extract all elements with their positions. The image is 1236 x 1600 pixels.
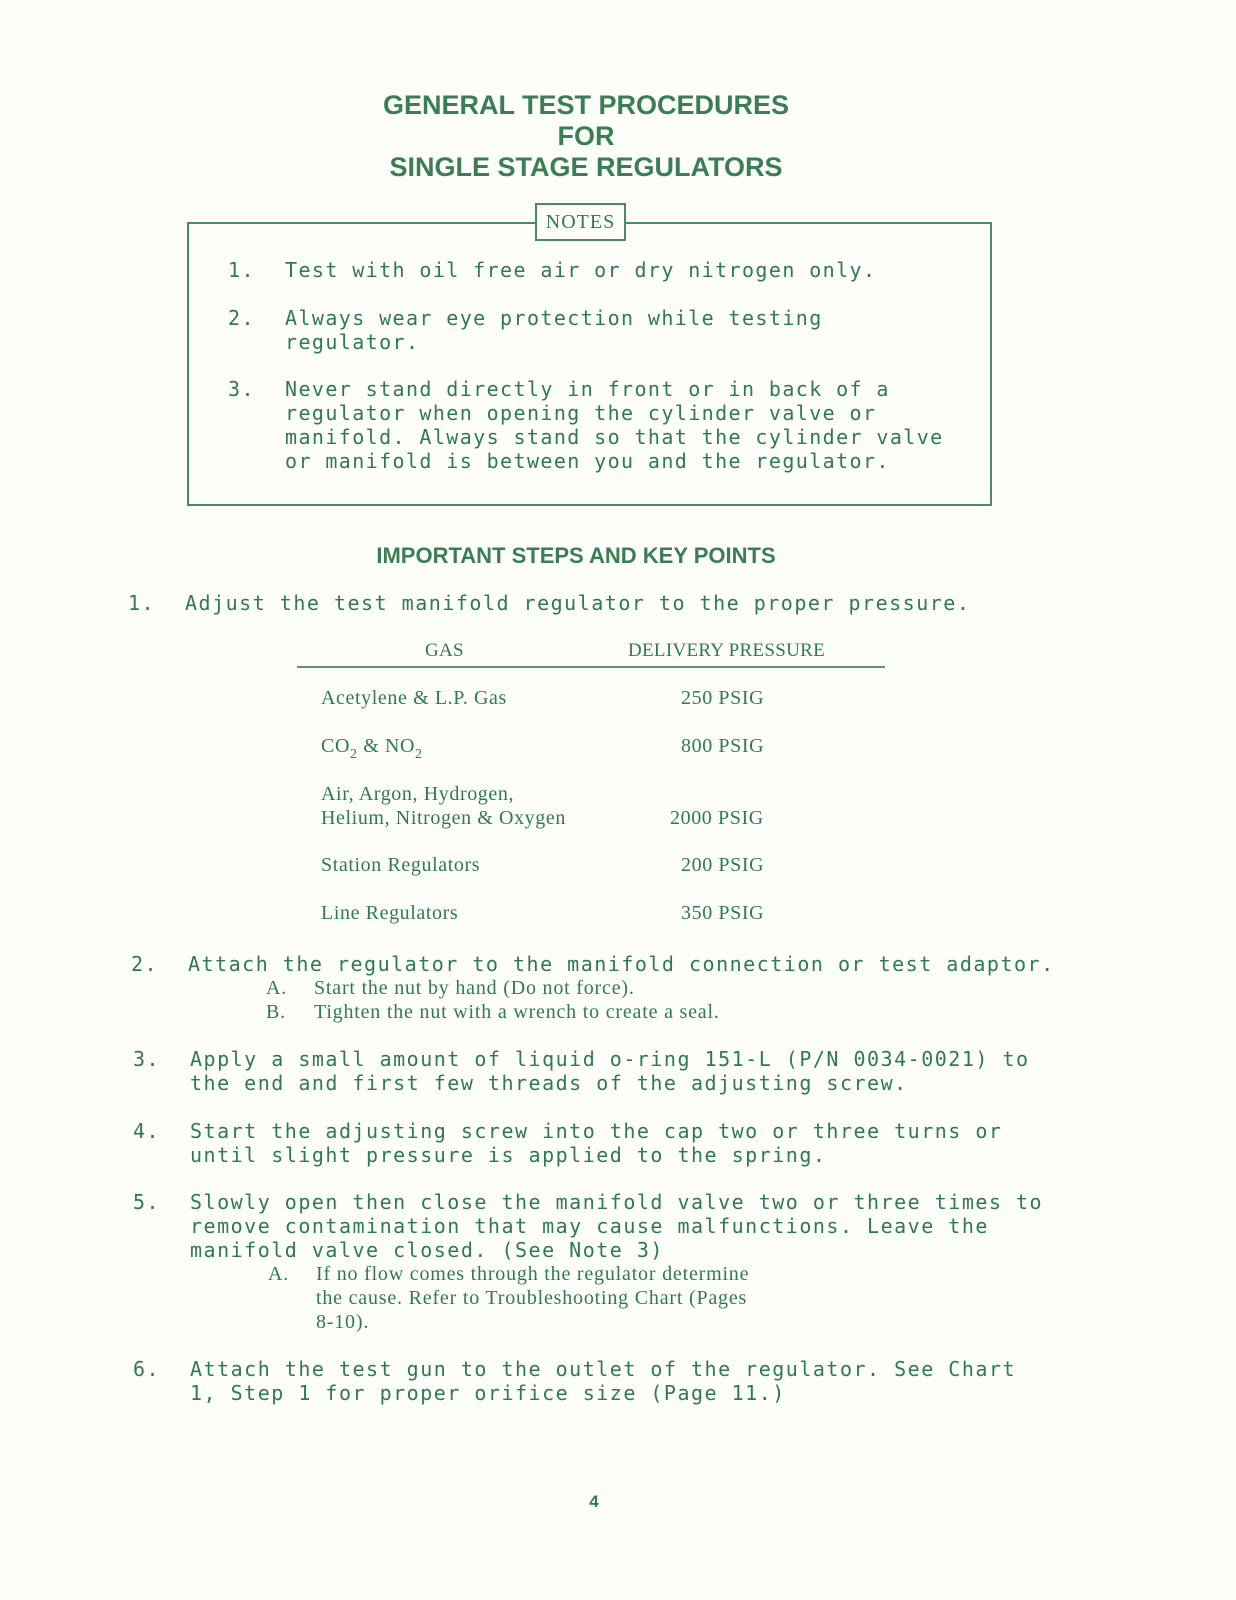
step-text: Apply a small amount of liquid o-ring 151-L (P/N 0034-0021) to	[190, 1047, 1030, 1071]
table-header-gas: GAS	[425, 640, 464, 661]
step-text: remove contamination that may cause malfunctions. Leave the	[190, 1214, 989, 1238]
table-cell-gas: Station Regulators	[321, 854, 481, 876]
step-text: manifold valve closed. (See Note 3)	[190, 1238, 664, 1262]
section-heading: IMPORTANT STEPS AND KEY POINTS	[376, 543, 776, 568]
substep-text: Start the nut by hand (Do not force).	[314, 977, 635, 999]
table-cell-pressure: 250 PSIG	[681, 687, 765, 709]
table-cell-gas: Line Regulators	[321, 902, 459, 924]
table-cell-pressure: 350 PSIG	[681, 902, 765, 924]
table-cell-gas: Acetylene & L.P. Gas	[321, 687, 507, 709]
substep-text: If no flow comes through the regulator determine	[316, 1263, 750, 1285]
subscript: 2	[349, 747, 358, 762]
substep-text: Tighten the nut with a wrench to create a seal.	[314, 1001, 720, 1023]
substep-text: the cause. Refer to Troubleshooting Chart (Pages	[316, 1287, 748, 1309]
table-header-pressure: DELIVERY PRESSURE	[628, 640, 826, 661]
title-line-2: FOR	[557, 121, 615, 151]
table-cell-pressure: 200 PSIG	[681, 854, 765, 876]
substep-5a	[268, 1262, 750, 1333]
table-cell-pressure: 800 PSIG	[681, 735, 765, 757]
step-text: 1, Step 1 for proper orifice size (Page 11.)	[190, 1381, 786, 1405]
table-header-rule	[297, 666, 885, 668]
step-text: Attach the regulator to the manifold connection or test adaptor.	[188, 952, 1055, 976]
title-line-3: SINGLE STAGE REGULATORS	[389, 152, 783, 182]
title-line-1: GENERAL TEST PROCEDURES	[382, 90, 790, 120]
table-cell-gas: Air, Argon, Hydrogen,	[321, 783, 515, 805]
step-number: 6.	[133, 1357, 161, 1381]
note-text: Never stand directly in front or in back of a regulator when opening the cylinder valve or manifold. Always stand so that the cylinder valve or manifold is between you and the regulator.	[285, 377, 944, 473]
gas-no: & NO	[357, 735, 416, 757]
substep-letter: A.	[266, 977, 288, 999]
step-text: the end and first few threads of the adjusting screw.	[190, 1071, 908, 1095]
step-text: Attach the test gun to the outlet of the regulator. See Chart	[190, 1357, 1017, 1381]
subscript: 2	[415, 747, 423, 762]
step-number: 4.	[133, 1119, 161, 1143]
notes-label: NOTES	[535, 203, 626, 241]
table-cell-gas	[321, 734, 423, 767]
table-cell-gas: Helium, Nitrogen & Oxygen	[321, 807, 566, 829]
note-number: 3.	[228, 377, 255, 401]
note-number: 1.	[228, 258, 255, 282]
substep-letter: B.	[266, 1001, 286, 1023]
substep-letter: A.	[268, 1263, 290, 1285]
note-text: Test with oil free air or dry nitrogen only.	[285, 258, 877, 282]
step-text: Slowly open then close the manifold valve two or three times to	[190, 1190, 1044, 1214]
step-number: 2.	[131, 952, 159, 976]
page-number: 4	[589, 1492, 599, 1511]
step-number: 5.	[133, 1190, 161, 1214]
substep-text: 8-10).	[316, 1311, 370, 1333]
note-number: 2.	[228, 306, 255, 330]
step-text: Start the adjusting screw into the cap two or three turns or	[190, 1119, 1003, 1143]
step-number: 3.	[133, 1047, 161, 1071]
step-number: 1.	[128, 591, 156, 615]
page-title	[0, 90, 1172, 183]
step-text: Adjust the test manifold regulator to the proper pressure.	[185, 591, 971, 615]
substep-2b	[266, 1000, 720, 1024]
note-text: Always wear eye protection while testing regulator.	[285, 306, 823, 354]
table-cell-pressure: 2000 PSIG	[670, 807, 764, 829]
gas-co: CO	[321, 735, 350, 757]
step-text: until slight pressure is applied to the spring.	[190, 1143, 827, 1167]
substep-2a	[266, 976, 635, 1000]
